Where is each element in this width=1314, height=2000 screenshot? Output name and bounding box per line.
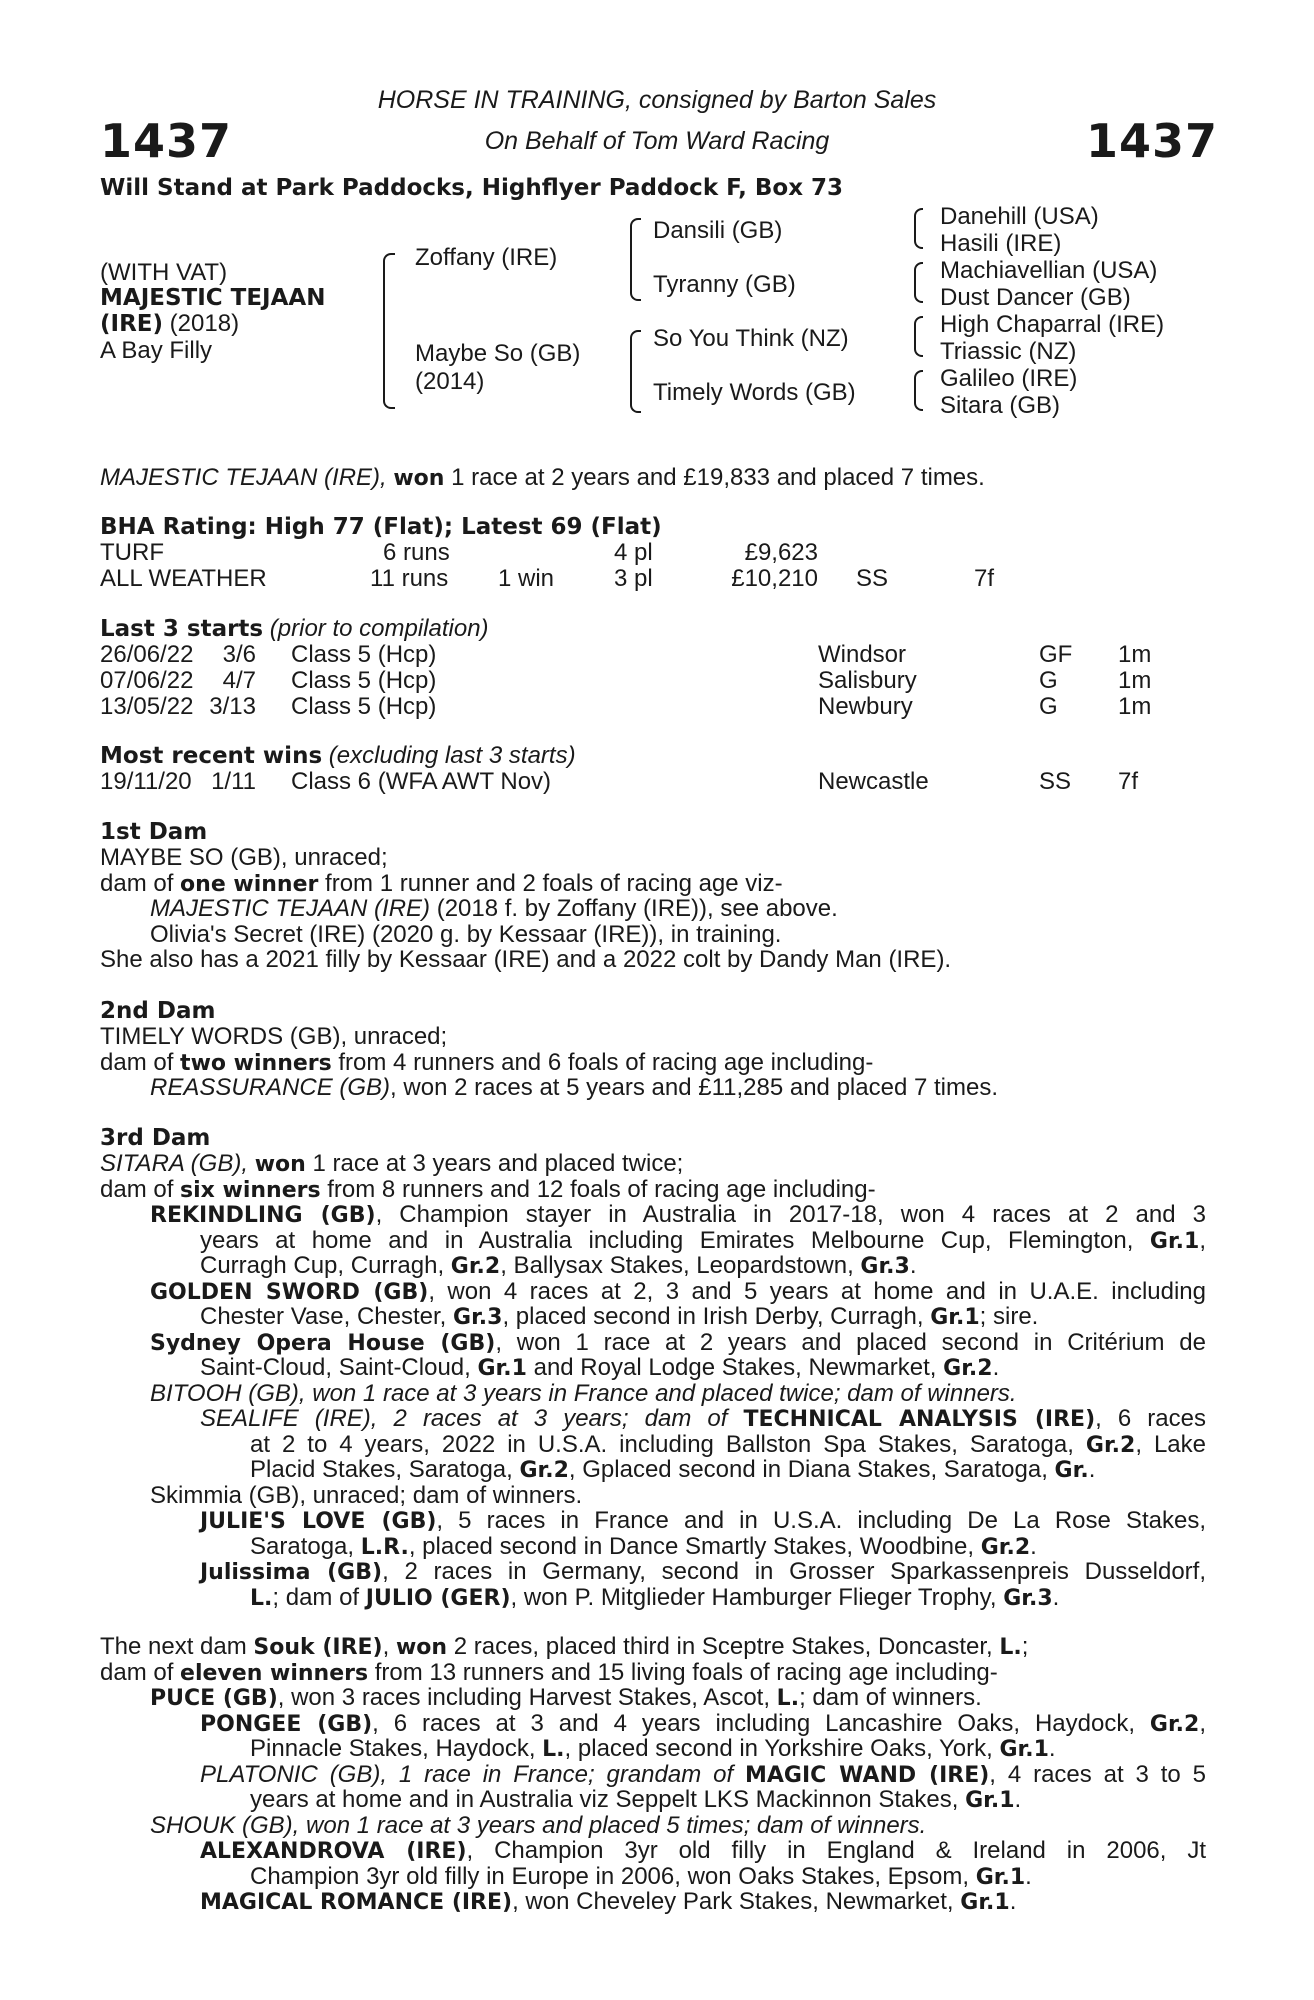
rating-prize: £9,623 [744, 539, 818, 566]
on-behalf-line: On Behalf of Tom Ward Racing [484, 127, 830, 155]
rating-placed: 4 pl [614, 539, 653, 566]
pedigree-ds-dam: Triassic (NZ) [940, 338, 1077, 365]
pedigree-dam-sire: So You Think (NZ) [653, 325, 849, 352]
win-class: Class 6 (WFA AWT Nov) [291, 768, 552, 795]
pedigree-ss-sire: Danehill (USA) [940, 203, 1099, 230]
race-summary: MAJESTIC TEJAAN (IRE), won 1 race at 2 years and £19,833 and placed 7 times. [100, 464, 985, 491]
first-dam-line: Olivia's Secret (IRE) (2020 g. by Kessaar (IRE)), in training. [150, 920, 782, 948]
stand-location: Will Stand at Park Paddocks, Highflyer Paddock F, Box 73 [100, 175, 844, 201]
rating-surface: ALL WEATHER [100, 565, 267, 592]
first-dam-line: She also has a 2021 filly by Kessaar (IRE) and a 2022 colt by Dandy Man (IRE). [100, 946, 952, 973]
platonic-entry: PLATONIC (GB), 1 race in France; grandam of MAGIC WAND (IRE), 4 races at 3 to 5 [200, 1760, 1207, 1788]
start-distance: 1m [1118, 667, 1152, 694]
pedigree-dam-year: (2014) [415, 368, 485, 395]
start-course: Salisbury [818, 667, 917, 694]
pedigree-dd-dam: Sitara (GB) [940, 392, 1061, 419]
bha-rating-title: BHA Rating: High 77 (Flat); Latest 69 (Flat) [100, 514, 662, 540]
rekindling-entry: years at home and in Australia including Emirates Melbourne Cup, Flemington, Gr.1, [200, 1226, 1206, 1254]
magical-romance-entry: MAGICAL ROMANCE (IRE), won Cheveley Park Stakes, Newmarket, Gr.1. [200, 1888, 1017, 1915]
win-distance: 7f [1118, 768, 1139, 795]
start-distance: 1m [1118, 693, 1152, 720]
pedigree-bracket-dd [914, 370, 923, 411]
next-dam-line: The next dam Souk (IRE), won 2 races, placed third in Sceptre Stakes, Doncaster, L.; [100, 1633, 1029, 1660]
sealife-entry: Placid Stakes, Saratoga, Gr.2, Gplaced second in Diana Stakes, Saratoga, Gr.. [250, 1456, 1096, 1483]
lot-number-right: 1437 [1086, 114, 1219, 168]
recent-wins-title: Most recent wins (excluding last 3 starts) [100, 742, 576, 769]
horse-name: MAJESTIC TEJAAN [100, 285, 326, 311]
vat-note: (WITH VAT) [100, 259, 228, 286]
pedigree-dam-dam: Timely Words (GB) [653, 379, 856, 406]
win-going: SS [1039, 768, 1072, 795]
sydney-opera-house-entry: Saint-Cloud, Saint-Cloud, Gr.1 and Royal Lodge Stakes, Newmarket, Gr.2. [200, 1354, 1000, 1381]
rating-prize: £10,210 [731, 565, 818, 592]
pedigree-bracket-ss [914, 208, 923, 249]
pedigree-dam: Maybe So (GB) [415, 340, 581, 367]
start-position: 4/7 [222, 667, 256, 694]
second-dam-title: 2nd Dam [100, 998, 216, 1024]
first-dam-line: MAYBE SO (GB), unraced; [100, 844, 388, 871]
pedigree-bracket-sire [630, 218, 641, 301]
rating-going: SS [856, 565, 889, 592]
rating-table [100, 540, 1200, 592]
rating-wins: 1 win [498, 565, 555, 592]
second-dam-line: TIMELY WORDS (GB), unraced; [100, 1023, 448, 1050]
win-position: 1/11 [211, 768, 256, 795]
rekindling-entry: Curragh Cup, Curragh, Gr.2, Ballysax Stakes, Leopardstown, Gr.3. [200, 1252, 917, 1279]
sealife-entry: SEALIFE (IRE), 2 races at 3 years; dam of TECHNICAL ANALYSIS (IRE), 6 races [200, 1405, 1206, 1432]
last-starts-table [100, 642, 1200, 720]
pedigree-bracket-ds [914, 316, 923, 357]
julies-love-entry: Saratoga, L.R., placed second in Dance Smartly Stakes, Woodbine, Gr.2. [250, 1532, 1037, 1560]
julissima-entry: L.; dam of JULIO (GER), won P. Mitglieder Hamburger Flieger Trophy, Gr.3. [250, 1583, 1060, 1611]
horse-description: A Bay Filly [100, 337, 213, 364]
pedigree-sire-sire: Dansili (GB) [653, 217, 783, 244]
golden-sword-entry: GOLDEN SWORD (GB), won 4 races at 2, 3 and 5 years at home and in U.A.E. including [150, 1277, 1207, 1305]
lot-number-left: 1437 [100, 114, 233, 168]
first-dam-title: 1st Dam [100, 819, 208, 845]
horse-name-suffix [100, 311, 239, 337]
rating-distance: 7f [974, 565, 995, 592]
pedigree-ds-sire: High Chaparral (IRE) [940, 311, 1165, 338]
start-going: G [1039, 667, 1058, 694]
start-class: Class 5 (Hcp) [291, 667, 437, 694]
second-dam-line: REASSURANCE (GB), won 2 races at 5 years and £11,285 and placed 7 times. [150, 1074, 998, 1101]
pedigree-ss-dam: Hasili (IRE) [940, 230, 1062, 257]
start-date: 13/05/22 [100, 693, 194, 720]
platonic-entry: years at home and in Australia viz Seppelt LKS Mackinnon Stakes, Gr.1. [250, 1786, 1022, 1813]
sydney-opera-house-entry: Sydney Opera House (GB), won 1 race at 2 years and placed second in Critérium de [150, 1328, 1207, 1356]
third-dam-title: 3rd Dam [100, 1125, 211, 1151]
golden-sword-entry: Chester Vase, Chester, Gr.3, placed second in Irish Derby, Curragh, Gr.1; sire. [200, 1303, 1039, 1330]
consignor-line: HORSE IN TRAINING, consigned by Barton Sales [377, 86, 937, 114]
rekindling-entry: REKINDLING (GB), Champion stayer in Australia in 2017-18, won 4 races at 2 and 3 [150, 1201, 1206, 1228]
pedigree-bracket-gen1 [383, 253, 395, 409]
start-distance: 1m [1118, 641, 1152, 668]
start-position: 3/13 [209, 693, 256, 720]
last-starts-title: Last 3 starts (prior to compilation) [100, 615, 489, 642]
pedigree-sire: Zoffany (IRE) [415, 244, 558, 271]
sealife-entry: at 2 to 4 years, 2022 in U.S.A. including Ballston Spa Stakes, Saratoga, Gr.2, Lake [250, 1430, 1206, 1458]
pedigree-sire-dam: Tyranny (GB) [653, 271, 796, 298]
start-class: Class 5 (Hcp) [291, 641, 437, 668]
start-position: 3/6 [222, 641, 256, 668]
pedigree-bracket-dam [630, 330, 641, 413]
start-course: Windsor [818, 641, 907, 668]
start-class: Class 5 (Hcp) [291, 693, 437, 720]
pedigree-dd-sire: Galileo (IRE) [940, 365, 1078, 392]
start-going: G [1039, 693, 1058, 720]
pedigree-sd-dam: Dust Dancer (GB) [940, 284, 1131, 311]
pongee-entry: PONGEE (GB), 6 races at 3 and 4 years including Lancashire Oaks, Haydock, Gr.2, [200, 1709, 1206, 1737]
start-going: GF [1039, 641, 1073, 668]
shouk-entry: SHOUK (GB), won 1 race at 3 years and placed 5 times; dam of winners. [150, 1811, 927, 1839]
julissima-entry: Julissima (GB), 2 races in Germany, second in Grosser Sparkassenpreis Dusseldorf, [200, 1558, 1206, 1585]
first-dam-line: dam of one winner from 1 runner and 2 foals of racing age viz- [100, 869, 783, 897]
third-dam-line: dam of six winners from 8 runners and 12 foals of racing age including- [100, 1175, 876, 1203]
bitooh-entry: BITOOH (GB), won 1 race at 3 years in France and placed twice; dam of winners. [150, 1379, 1017, 1407]
pedigree-sd-sire: Machiavellian (USA) [940, 257, 1158, 284]
rating-runs: 6 runs [383, 539, 450, 566]
horse-year: (2018) [163, 310, 240, 337]
puce-entry: PUCE (GB), won 3 races including Harvest Stakes, Ascot, L.; dam of winners. [150, 1684, 982, 1711]
first-dam-line: MAJESTIC TEJAAN (IRE) (2018 f. by Zoffany (IRE)), see above. [150, 895, 838, 922]
rating-placed: 3 pl [614, 565, 653, 592]
pedigree-bracket-sd [914, 262, 923, 303]
start-date: 26/06/22 [100, 641, 194, 668]
rating-runs: 11 runs [370, 565, 449, 592]
alexandrova-entry: Champion 3yr old filly in Europe in 2006, won Oaks Stakes, Epsom, Gr.1. [250, 1862, 1032, 1890]
win-course: Newcastle [818, 768, 929, 795]
start-course: Newbury [818, 693, 913, 720]
start-date: 07/06/22 [100, 667, 194, 694]
win-date: 19/11/20 [100, 768, 192, 795]
rating-surface: TURF [100, 539, 164, 566]
pongee-entry: Pinnacle Stakes, Haydock, L., placed second in Yorkshire Oaks, York, Gr.1. [250, 1735, 1056, 1762]
alexandrova-entry: ALEXANDROVA (IRE), Champion 3yr old filly in England & Ireland in 2006, Jt [200, 1837, 1206, 1864]
second-dam-line: dam of two winners from 4 runners and 6 foals of racing age including- [100, 1048, 874, 1076]
skimmia-entry: Skimmia (GB), unraced; dam of winners. [150, 1481, 583, 1509]
recent-wins-table [100, 769, 1200, 795]
next-dam-line: dam of eleven winners from 13 runners and 15 living foals of racing age including- [100, 1658, 998, 1686]
third-dam-line: SITARA (GB), won 1 race at 3 years and placed twice; [100, 1150, 684, 1177]
julies-love-entry: JULIE'S LOVE (GB), 5 races in France and in U.S.A. including De La Rose Stakes, [200, 1507, 1206, 1534]
horse-country: (IRE) [100, 311, 164, 337]
